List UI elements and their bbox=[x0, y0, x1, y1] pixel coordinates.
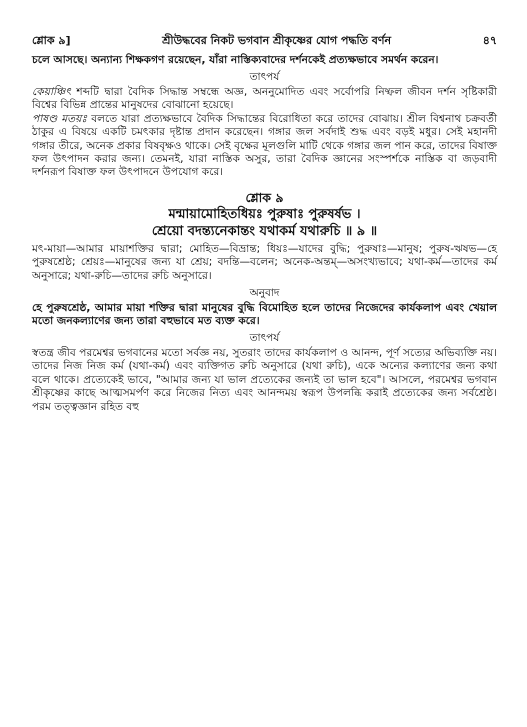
purport-heading-2: তাৎপর্য bbox=[249, 332, 280, 345]
verse-line-2: শ্রেয়ো বদন্ত্যনেকান্তং যথাকর্ম যথারুচি ॥ ৯ ॥ bbox=[151, 224, 378, 240]
header-verse-ref: শ্লোক ৯] bbox=[32, 34, 71, 47]
running-header bbox=[32, 34, 497, 48]
verse-number: শ্লোক ৯ bbox=[245, 189, 284, 205]
purport-paragraph-2 bbox=[32, 113, 497, 180]
verse-line-1: মন্মায়ামোহিতধিয়ঃ পুরুষাঃ পুরুষর্ষভ । bbox=[168, 206, 361, 222]
synonyms-paragraph: মৎ-মায়া—আমার মায়াশক্তির দ্বারা; মোহিত—বিভ্রান্ত; ধিয়ঃ—যাদের বুদ্ধি; পুরুষাঃ—মানুষ; পুরুষ-ঋষভ—হে পুরুষশ্রেষ্ঠ; শ্রেয়ঃ—মানুষের জন্য যা শ্রেয়; বদন্তি—বলেন; অনেক-অন্তম্—অসংখ্যভাবে; যথা-কর্ম—তাদের কর্ম অনুসারে; যথা-রুচি—তাদের রুচি অনুসারে। bbox=[32, 242, 497, 282]
purport-text-2: বলতে যারা প্রত্যক্ষভাবে বৈদিক সিদ্ধান্তের বিরোধিতা করে তাদের বোঝায়। শ্রীল বিশ্বনাথ চক্রবর্তী ঠাকুর এ বিষয়ে একটি চমৎকার দৃষ্টান্ত প্রদান করেছেন। গঙ্গার জল সর্বদাই শুদ্ধ এবং বড়ই মধুর। সেই মহানদী গঙ্গার তীরে, অনেক প্রকার বিষবৃক্ষও থাকে। সেই বৃক্ষের মূলগুলি মাটি থেকে গঙ্গার জল পান করে, তাদের বিষাক্ত ফল উৎপাদন করার জন্য। তেমনই, যারা নাস্তিক অসুর, তারা বৈদিক জ্ঞানের সংস্পর্শকে নাস্তিক বা জড়বাদী দর্শনরূপ বিষাক্ত ফল উৎপাদনে উপযোগ করে। bbox=[32, 112, 497, 179]
purport-text-1: শব্দটি দ্বারা বৈদিক সিদ্ধান্ত সম্বন্ধে অজ্ঞ, অননুমোদিত এবং সর্বোপরি নিষ্ফল জীবন দর্শন সৃষ্টিকারী বিশ্বের বিভিন্ন প্রান্তের মানুষদের বোঝানো হয়েছে। bbox=[32, 85, 497, 112]
translation-paragraph: হে পুরুষশ্রেষ্ঠ, আমার মায়া শক্তির দ্বারা মানুষের বুদ্ধি বিমোহিত হলে তাদের নিজেদের কার্যকলাপ এবং খেয়াল মতো জনকল্যাণের জন্য তারা বহুভাবে মত ব্যক্ত করে। bbox=[32, 301, 497, 328]
header-chapter-title: শ্রীউদ্ধবের নিকট ভগবান শ্রীকৃষ্ণের যোগ পদ্ধতি বর্ণন bbox=[162, 34, 392, 47]
purport-term-2: পাষণ্ড মতয়ঃ bbox=[32, 112, 88, 125]
purport2-paragraph: স্বতন্ত্র জীব পরমেশ্বর ভগবানের মতো সর্বজ্ঞ নয়, সুতরাং তাদের কার্যকলাপ ও আনন্দ, পূর্ণ সত্যের অভিব্যক্তি নয়। তাদের নিজ নিজ কর্ম (যথা-কর্ম) এবং ব্যক্তিগত রুচি অনুসারে (যথা রুচি), একে অন্যের কল্যাণের জন্য কথা বলে থাকে। প্রত্যেকেই ভাবে, "আমার জন্য যা ভাল প্রত্যেকের জন্যই তা ভাল হবে"। আসলে, পরমেশ্বর ভগবান শ্রীকৃষ্ণের কাছে আত্মসমর্পণ করে নিজের নিত্য এবং আনন্দময় স্বরূপ উপলব্ধি করাই প্রত্যেকের জন্য সর্বশ্রেষ্ঠ। পরম তত্ত্বজ্ঞান রহিত বহু bbox=[32, 346, 497, 413]
page-number: ৪৭ bbox=[482, 34, 497, 47]
purport-heading: তাৎপর্য bbox=[249, 71, 280, 84]
translation-heading: অনুবাদ bbox=[249, 287, 280, 300]
purport-term-1: কেয়াঞ্চিৎ bbox=[32, 85, 71, 98]
intro-paragraph: চলে আসছে। অন্যান্য শিক্ষকগণ রয়েছেন, যাঁরা নাস্তিক্যবাদের দর্শনকেই প্রত্যক্ষভাবে সমর্থন করেন। bbox=[32, 53, 439, 66]
purport-paragraph-1 bbox=[32, 86, 497, 113]
